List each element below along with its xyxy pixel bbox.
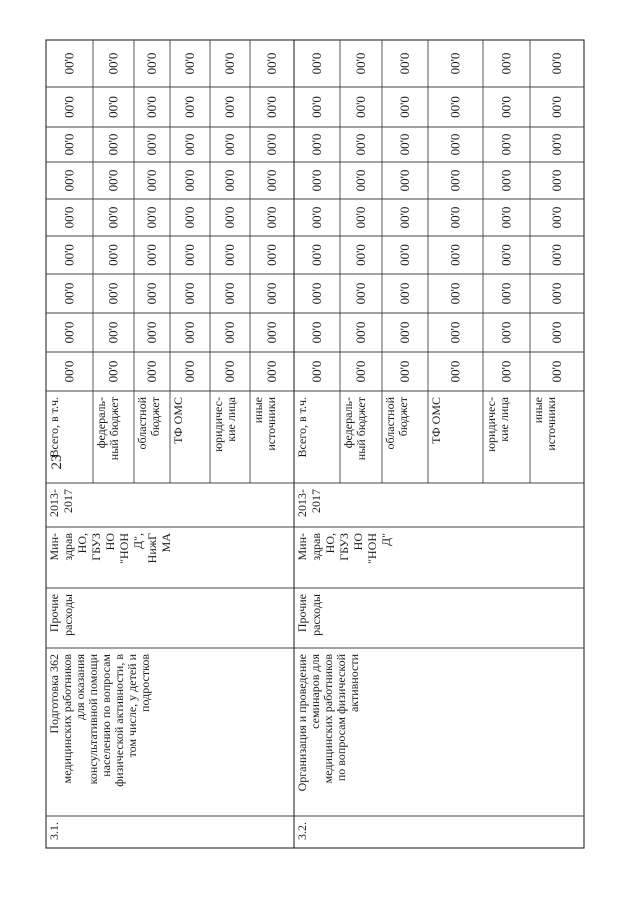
funding-source [295, 397, 309, 457]
executor-line: НО, [323, 533, 337, 554]
value-cell: 00'0 [264, 244, 279, 266]
funding-source-line: юридичес- [484, 397, 498, 452]
value-cell: 00'0 [105, 96, 121, 118]
value-cell: 00'0 [182, 169, 197, 192]
value-cell: 00'0 [182, 321, 197, 344]
funding-source-line: иные [531, 397, 545, 424]
value-cell: 00'0 [264, 133, 279, 156]
value-cell: 00'0 [222, 133, 237, 156]
value-cell: 00'0 [498, 52, 514, 75]
value-cell: 00'0 [61, 133, 77, 156]
period-line: 2013- [295, 489, 309, 517]
value-cell: 00'0 [264, 206, 279, 229]
value-cell: 00'0 [105, 133, 121, 156]
value-cell: 00'0 [353, 96, 368, 118]
expense-type-line: Прочие [295, 594, 309, 633]
value-cell: 00'0 [447, 169, 463, 192]
activity-number [47, 822, 61, 840]
value-cell: 00'0 [144, 244, 159, 266]
value-cell: 00'0 [309, 133, 324, 156]
period [295, 489, 323, 517]
funding-source-line: иные [251, 397, 265, 424]
expense-type [47, 594, 75, 636]
activity-name-line: консультативной помощи [86, 654, 100, 785]
executor-line: "НОН [365, 533, 379, 564]
value-cell: 00'0 [309, 52, 324, 75]
value-cell: 00'0 [353, 133, 368, 156]
value-cell: 00'0 [498, 96, 514, 118]
executor-line: НО [351, 533, 365, 551]
value-cell: 00'0 [105, 206, 121, 229]
funding-source-line: ТФ ОМС [171, 397, 185, 444]
value-cell: 00'0 [144, 282, 159, 305]
funding-source-line: кие лица [497, 397, 511, 442]
executor-line: ГБУЗ [337, 533, 351, 561]
period-line: 2017 [61, 489, 75, 513]
value-cell: 00'0 [182, 133, 197, 156]
value-cell: 00'0 [182, 244, 197, 266]
value-cell: 00'0 [144, 169, 159, 192]
value-cell: 00'0 [549, 96, 564, 118]
value-cell: 00'0 [222, 52, 237, 75]
activity-name-line: физической активности, в [112, 654, 126, 787]
funding-source-line: бюджет [148, 397, 162, 437]
value-cell: 00'0 [309, 206, 324, 229]
executor-line: МА [159, 533, 173, 553]
value-cell: 00'0 [264, 169, 279, 192]
value-cell: 00'0 [397, 206, 412, 229]
value-cell: 00'0 [498, 169, 514, 192]
value-cell: 00'0 [353, 206, 368, 229]
value-cell: 00'0 [182, 52, 197, 75]
value-cell: 00'0 [182, 206, 197, 229]
value-cell: 00'0 [309, 169, 324, 192]
value-cell: 00'0 [549, 133, 564, 156]
funding-source-line: ный бюджет [107, 397, 121, 461]
value-cell: 00'0 [309, 321, 324, 344]
expense-type [295, 594, 323, 636]
value-cell: 00'0 [182, 360, 197, 383]
value-cell: 00'0 [309, 244, 324, 266]
value-cell: 00'0 [549, 244, 564, 266]
value-cell: 00'0 [222, 169, 237, 192]
activity-name-line: Организация и проведение [295, 654, 309, 792]
value-cell: 00'0 [61, 360, 77, 383]
period-line: 2013- [47, 489, 61, 517]
value-cell: 00'0 [182, 96, 197, 118]
activity-number-line: 3.1. [47, 822, 61, 840]
value-cell: 00'0 [549, 321, 564, 344]
value-cell: 00'0 [447, 206, 463, 229]
period [47, 489, 75, 517]
value-cell: 00'0 [549, 282, 564, 305]
funding-source-line: федераль- [94, 397, 108, 449]
value-cell: 00'0 [61, 96, 77, 118]
value-cell: 00'0 [222, 282, 237, 305]
executor-line: Мин- [47, 533, 61, 561]
expense-type-line: Прочие [47, 594, 61, 633]
value-cell: 00'0 [353, 321, 368, 344]
funding-source-line: областной [383, 397, 397, 450]
value-cell: 00'0 [397, 321, 412, 344]
page-number: 23 [49, 454, 65, 470]
value-cell: 00'0 [222, 206, 237, 229]
value-cell: 00'0 [105, 321, 121, 344]
value-cell: 00'0 [105, 282, 121, 305]
value-cell: 00'0 [397, 360, 412, 383]
value-cell: 00'0 [105, 169, 121, 192]
value-cell: 00'0 [61, 52, 77, 75]
value-cell: 00'0 [61, 282, 77, 305]
funding-source [429, 397, 443, 444]
value-cell: 00'0 [397, 96, 412, 118]
value-cell: 00'0 [498, 360, 514, 383]
value-cell: 00'0 [549, 52, 564, 75]
executor-line: НО [103, 533, 117, 551]
value-cell: 00'0 [144, 52, 159, 75]
funding-source-line: Всего, в т.ч. [295, 397, 309, 458]
value-cell: 00'0 [264, 321, 279, 344]
value-cell: 00'0 [309, 96, 324, 118]
activity-name-line: по вопросам физической [334, 654, 348, 782]
value-cell: 00'0 [105, 360, 121, 383]
value-cell: 00'0 [222, 96, 237, 118]
expense-type-line: расходы [309, 594, 323, 636]
activity-name-line: том числе, у детей и [125, 654, 139, 758]
period-line: 2017 [309, 489, 323, 513]
value-cell: 00'0 [447, 133, 463, 156]
value-cell: 00'0 [264, 52, 279, 75]
executor-line: НО, [75, 533, 89, 554]
value-cell: 00'0 [105, 244, 121, 266]
value-cell: 00'0 [144, 206, 159, 229]
value-cell: 00'0 [397, 169, 412, 192]
value-cell: 00'0 [397, 282, 412, 305]
executor-line: здрав [309, 533, 323, 561]
value-cell: 00'0 [309, 360, 324, 383]
executor-line: здрав [61, 533, 75, 561]
value-cell: 00'0 [447, 321, 463, 344]
activity-name-line: Подготовка 362 [47, 654, 61, 734]
funding-source-line: юридичес- [211, 397, 225, 452]
value-cell: 00'0 [222, 244, 237, 266]
activity-number-line: 3.2. [295, 822, 309, 840]
funding-source-line: ТФ ОМС [429, 397, 443, 444]
value-cell: 00'0 [144, 360, 159, 383]
value-cell: 00'0 [144, 321, 159, 344]
value-cell: 00'0 [549, 206, 564, 229]
value-cell: 00'0 [549, 169, 564, 192]
activity-name-line: медицинских работников [60, 654, 74, 784]
value-cell: 00'0 [447, 360, 463, 383]
executor-line: ГБУЗ [89, 533, 103, 561]
funding-source-line: кие лица [224, 397, 238, 442]
value-cell: 00'0 [498, 206, 514, 229]
value-cell: 00'0 [549, 360, 564, 383]
value-cell: 00'0 [353, 169, 368, 192]
value-cell: 00'0 [264, 96, 279, 118]
value-cell: 00'0 [61, 321, 77, 344]
value-cell: 00'0 [144, 133, 159, 156]
executor-line: "НОН [117, 533, 131, 564]
value-cell: 00'0 [61, 206, 77, 229]
value-cell: 00'0 [498, 282, 514, 305]
value-cell: 00'0 [61, 169, 77, 192]
value-cell: 00'0 [144, 96, 159, 118]
value-cell: 00'0 [397, 52, 412, 75]
funding-source-line: ный бюджет [354, 397, 368, 461]
value-cell: 00'0 [447, 244, 463, 266]
value-cell: 00'0 [353, 282, 368, 305]
value-cell: 00'0 [397, 244, 412, 266]
activity-number [295, 822, 309, 840]
executor [295, 533, 393, 564]
executor-line: НижГ [145, 533, 159, 564]
value-cell: 00'0 [447, 52, 463, 75]
value-cell: 00'0 [222, 321, 237, 344]
value-cell: 00'0 [447, 282, 463, 305]
funding-source-line: бюджет [396, 397, 410, 437]
value-cell: 00'0 [353, 244, 368, 266]
activity-name-line: населению по вопросам [99, 654, 113, 777]
value-cell: 00'0 [264, 360, 279, 383]
funding-source-line: источники [544, 397, 558, 451]
funding-source-line: федераль- [341, 397, 355, 449]
funding-source-line: Всего, в т.ч. [47, 397, 61, 458]
activity-name-line: медицинских работников [321, 654, 335, 784]
funding-source-line: источники [264, 397, 278, 451]
value-cell: 00'0 [498, 244, 514, 266]
activity-name-line: семинаров для [308, 654, 322, 729]
value-cell: 00'0 [397, 133, 412, 156]
value-cell: 00'0 [264, 282, 279, 305]
executor-line: Мин- [295, 533, 309, 561]
activity-name-line: активности [347, 654, 361, 713]
executor-line: Д" [379, 533, 393, 547]
activity-name-line: подростков [138, 654, 152, 712]
value-cell: 00'0 [447, 96, 463, 118]
expense-type-line: расходы [61, 594, 75, 636]
value-cell: 00'0 [61, 244, 77, 266]
value-cell: 00'0 [182, 282, 197, 305]
funding-source [171, 397, 185, 444]
funding-source-line: областной [135, 397, 149, 450]
value-cell: 00'0 [353, 52, 368, 75]
activity-name-line: для оказания [73, 654, 87, 721]
value-cell: 00'0 [105, 52, 121, 75]
value-cell: 00'0 [309, 282, 324, 305]
value-cell: 00'0 [498, 133, 514, 156]
value-cell: 00'0 [353, 360, 368, 383]
value-cell: 00'0 [498, 321, 514, 344]
value-cell: 00'0 [222, 360, 237, 383]
executor-line: Д", [131, 533, 145, 550]
funding-source [47, 397, 61, 457]
